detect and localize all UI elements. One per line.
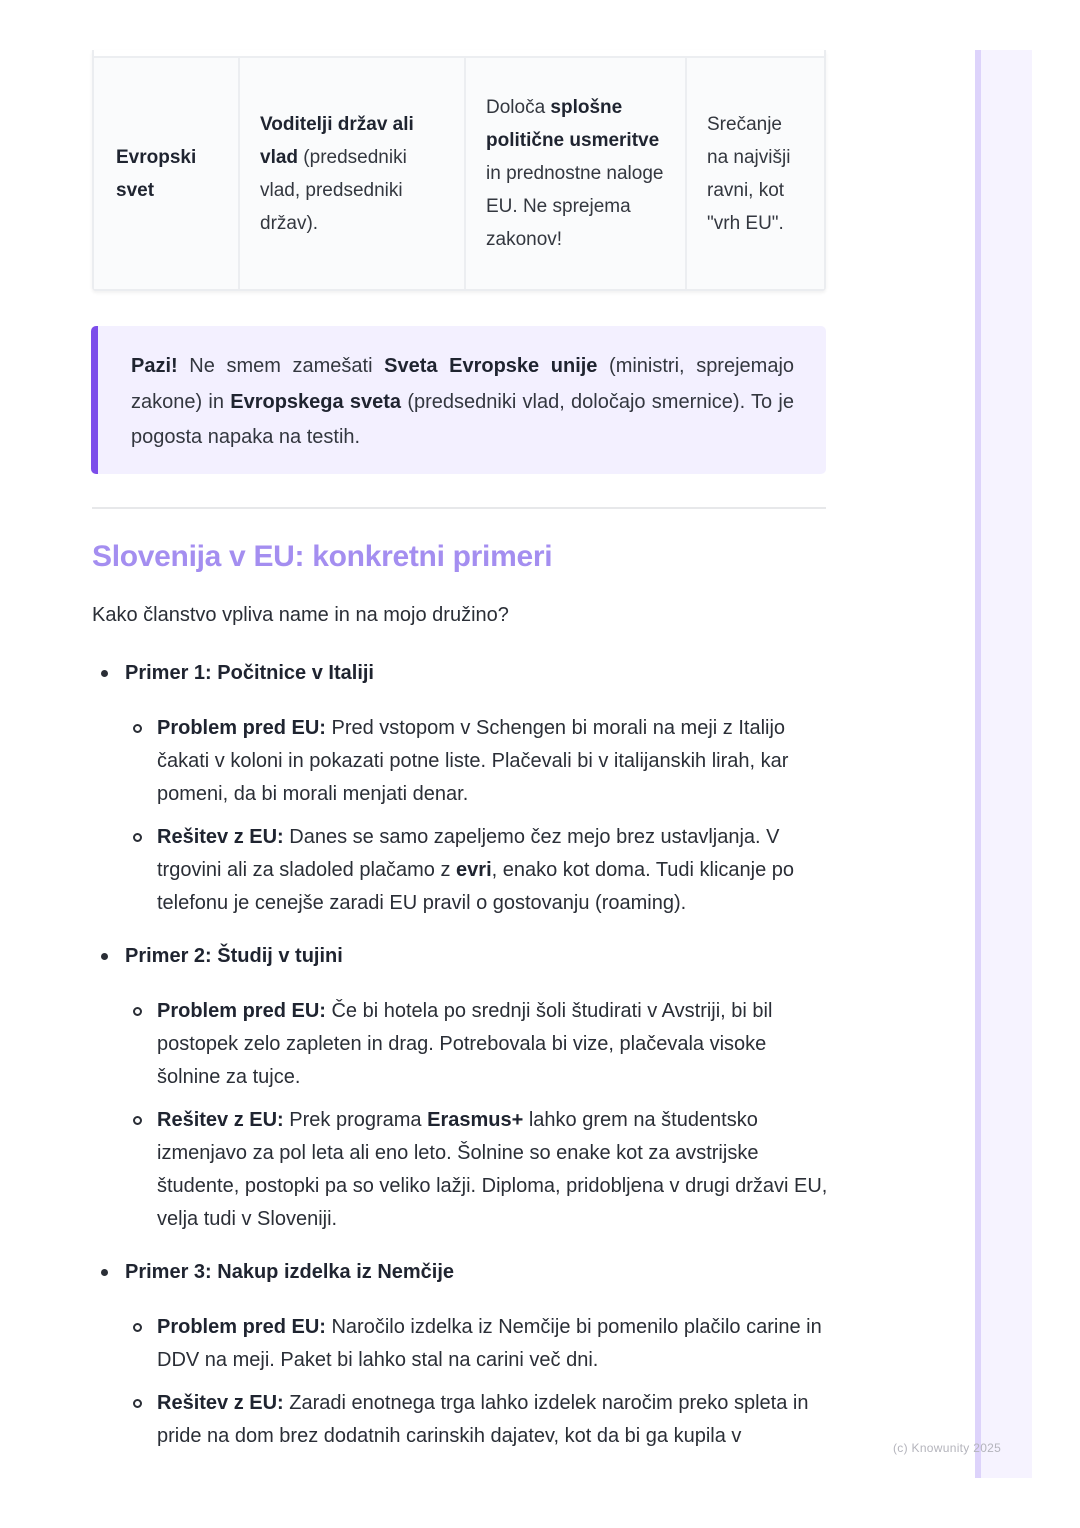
sub-bullet-icon bbox=[133, 1007, 142, 1016]
sub-bullet-icon bbox=[133, 1399, 142, 1408]
example-solution: Rešitev z EU: Danes se samo zapeljemo čez mejo brez ustavljanja. V trgovini ali za sladoled plačamo z evri, enako kot doma. Tudi klicanje po telefonu je cenejše zaradi EU pravil o gostovanju (roaming). bbox=[157, 821, 829, 920]
table bbox=[94, 58, 824, 289]
table-cell-body: Evropski svet bbox=[94, 58, 239, 289]
sub-bullet-icon bbox=[133, 1323, 142, 1332]
section-divider bbox=[92, 507, 826, 509]
section-heading: Slovenija v EU: konkretni primeri bbox=[92, 540, 553, 573]
example-solution: Rešitev z EU: Prek programa Erasmus+ lahko grem na študentsko izmenjavo za pol leta ali eno leto. Šolnine so enake kot za avstrijske študente, postopki pa so veliko lažji. Diploma, pridobljena v drugi državi EU, velja tudi v Sloveniji. bbox=[157, 1104, 829, 1236]
institutions-table bbox=[92, 50, 826, 291]
example-title: Primer 3: Nakup izdelka iz Nemčije bbox=[125, 1256, 454, 1289]
section-intro: Kako članstvo vpliva name in na mojo družino? bbox=[92, 604, 509, 626]
bullet-icon bbox=[101, 1269, 108, 1276]
table-row bbox=[94, 58, 824, 289]
sub-bullet-icon bbox=[133, 724, 142, 733]
example-problem: Problem pred EU: Naročilo izdelka iz Nemčije bi pomenilo plačilo carine in DDV na meji. Paket bi lahko stal na carini več dni. bbox=[157, 1311, 829, 1377]
bullet-icon bbox=[101, 670, 108, 677]
example-problem: Problem pred EU: Pred vstopom v Schengen bi morali na meji z Italijo čakati v koloni in pokazati potne liste. Plačevali bi v italijanskih lirah, kar pomeni, da bi morali menjati denar. bbox=[157, 712, 829, 811]
sub-bullet-icon bbox=[133, 1116, 142, 1125]
example-title: Primer 2: Študij v tujini bbox=[125, 940, 343, 973]
side-panel-border bbox=[975, 50, 981, 1478]
warning-callout: Pazi! Ne smem zamešati Sveta Evropske unije (ministri, sprejemajo zakone) in Evropskega sveta (predsedniki vlad, določajo smernice). To je pogosta napaka na testih. bbox=[91, 326, 826, 474]
example-title: Primer 1: Počitnice v Italiji bbox=[125, 657, 374, 690]
example-problem: Problem pred EU: Če bi hotela po srednji šoli študirati v Avstriji, bi bil postopek zelo zapleten in drag. Potrebovala bi vize, plačevala visoke šolnine za tujce. bbox=[157, 995, 829, 1094]
watermark: (c) Knowunity 2025 bbox=[893, 1441, 1002, 1455]
callout-label: Pazi! bbox=[131, 355, 178, 377]
example-solution: Rešitev z EU: Zaradi enotnega trga lahko izdelek naročim preko spleta in pride na dom brez dodatnih carinskih dajatev, kot da bi ga kupila v bbox=[157, 1387, 829, 1453]
side-panel bbox=[975, 50, 1032, 1478]
sub-bullet-icon bbox=[133, 833, 142, 842]
table-cell-members: Voditelji držav ali vlad (predsedniki vlad, predsedniki držav). bbox=[239, 58, 465, 289]
table-cell-meeting: Srečanje na najvišji ravni, kot "vrh EU". bbox=[686, 58, 824, 289]
bullet-icon bbox=[101, 953, 108, 960]
table-cell-role: Določa splošne politične usmeritve in prednostne naloge EU. Ne sprejema zakonov! bbox=[465, 58, 686, 289]
